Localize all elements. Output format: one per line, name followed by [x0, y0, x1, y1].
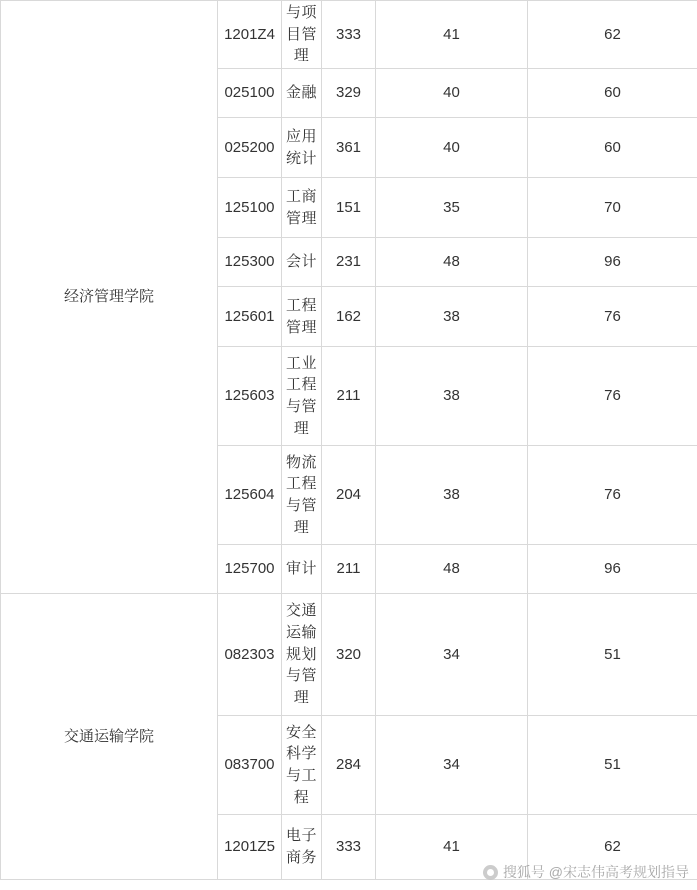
table-body	[1, 1, 697, 880]
major-code-cell: 125300	[218, 238, 282, 287]
major-code-cell: 125700	[218, 545, 282, 594]
major-name-cell: 会计	[282, 238, 322, 287]
single-subject-100-cell: 48	[376, 238, 528, 287]
major-code-cell: 125100	[218, 178, 282, 238]
single-subject-100-cell: 41	[376, 1, 528, 69]
major-name-cell: 电子商务	[282, 815, 322, 880]
single-subject-100-cell: 35	[376, 178, 528, 238]
total-score-cell: 162	[322, 287, 376, 347]
major-name-cell: 物流工程与管理	[282, 446, 322, 545]
total-score-cell: 284	[322, 716, 376, 815]
total-score-cell: 231	[322, 238, 376, 287]
major-code-cell: 125601	[218, 287, 282, 347]
major-code-cell: 125604	[218, 446, 282, 545]
major-name-cell: 审计	[282, 545, 322, 594]
single-subject-100-cell: 38	[376, 446, 528, 545]
major-name-cell: 交通运输规划与管理	[282, 594, 322, 716]
table-row	[1, 1, 697, 69]
single-subject-over100-cell: 76	[528, 347, 697, 446]
single-subject-100-cell: 41	[376, 815, 528, 880]
major-code-cell: 025200	[218, 118, 282, 178]
single-subject-100-cell: 48	[376, 545, 528, 594]
major-name-cell: 工程管理	[282, 287, 322, 347]
total-score-cell: 211	[322, 545, 376, 594]
single-subject-100-cell: 34	[376, 594, 528, 716]
single-subject-100-cell: 40	[376, 118, 528, 178]
total-score-cell: 329	[322, 69, 376, 118]
major-code-cell: 125603	[218, 347, 282, 446]
single-subject-over100-cell: 76	[528, 446, 697, 545]
major-name-cell: 工商管理	[282, 178, 322, 238]
single-subject-over100-cell: 62	[528, 1, 697, 69]
major-name-cell: 应用统计	[282, 118, 322, 178]
major-name-cell: 安全科学与工程	[282, 716, 322, 815]
total-score-cell: 204	[322, 446, 376, 545]
single-subject-over100-cell: 60	[528, 118, 697, 178]
major-code-cell: 1201Z5	[218, 815, 282, 880]
college-cell: 交通运输学院	[1, 594, 218, 880]
total-score-cell: 333	[322, 815, 376, 880]
single-subject-over100-cell: 96	[528, 238, 697, 287]
single-subject-over100-cell: 60	[528, 69, 697, 118]
major-name-cell: 金融	[282, 69, 322, 118]
total-score-cell: 361	[322, 118, 376, 178]
major-name-cell: 与项目管理	[282, 1, 322, 69]
total-score-cell: 333	[322, 1, 376, 69]
major-code-cell: 082303	[218, 594, 282, 716]
single-subject-100-cell: 40	[376, 69, 528, 118]
major-code-cell: 083700	[218, 716, 282, 815]
major-code-cell: 025100	[218, 69, 282, 118]
total-score-cell: 320	[322, 594, 376, 716]
single-subject-100-cell: 34	[376, 716, 528, 815]
major-code-cell: 1201Z4	[218, 1, 282, 69]
single-subject-over100-cell: 70	[528, 178, 697, 238]
table-row	[1, 594, 697, 716]
total-score-cell: 211	[322, 347, 376, 446]
single-subject-100-cell: 38	[376, 287, 528, 347]
watermark-text: 搜狐号 @宋志伟高考规划指导	[502, 864, 689, 880]
major-name-cell: 工业工程与管理	[282, 347, 322, 446]
single-subject-over100-cell: 76	[528, 287, 697, 347]
single-subject-100-cell: 38	[376, 347, 528, 446]
college-cell: 经济管理学院	[1, 1, 218, 594]
single-subject-over100-cell: 62	[528, 815, 697, 880]
total-score-cell: 151	[322, 178, 376, 238]
single-subject-over100-cell: 96	[528, 545, 697, 594]
single-subject-over100-cell: 51	[528, 716, 697, 815]
single-subject-over100-cell: 51	[528, 594, 697, 716]
